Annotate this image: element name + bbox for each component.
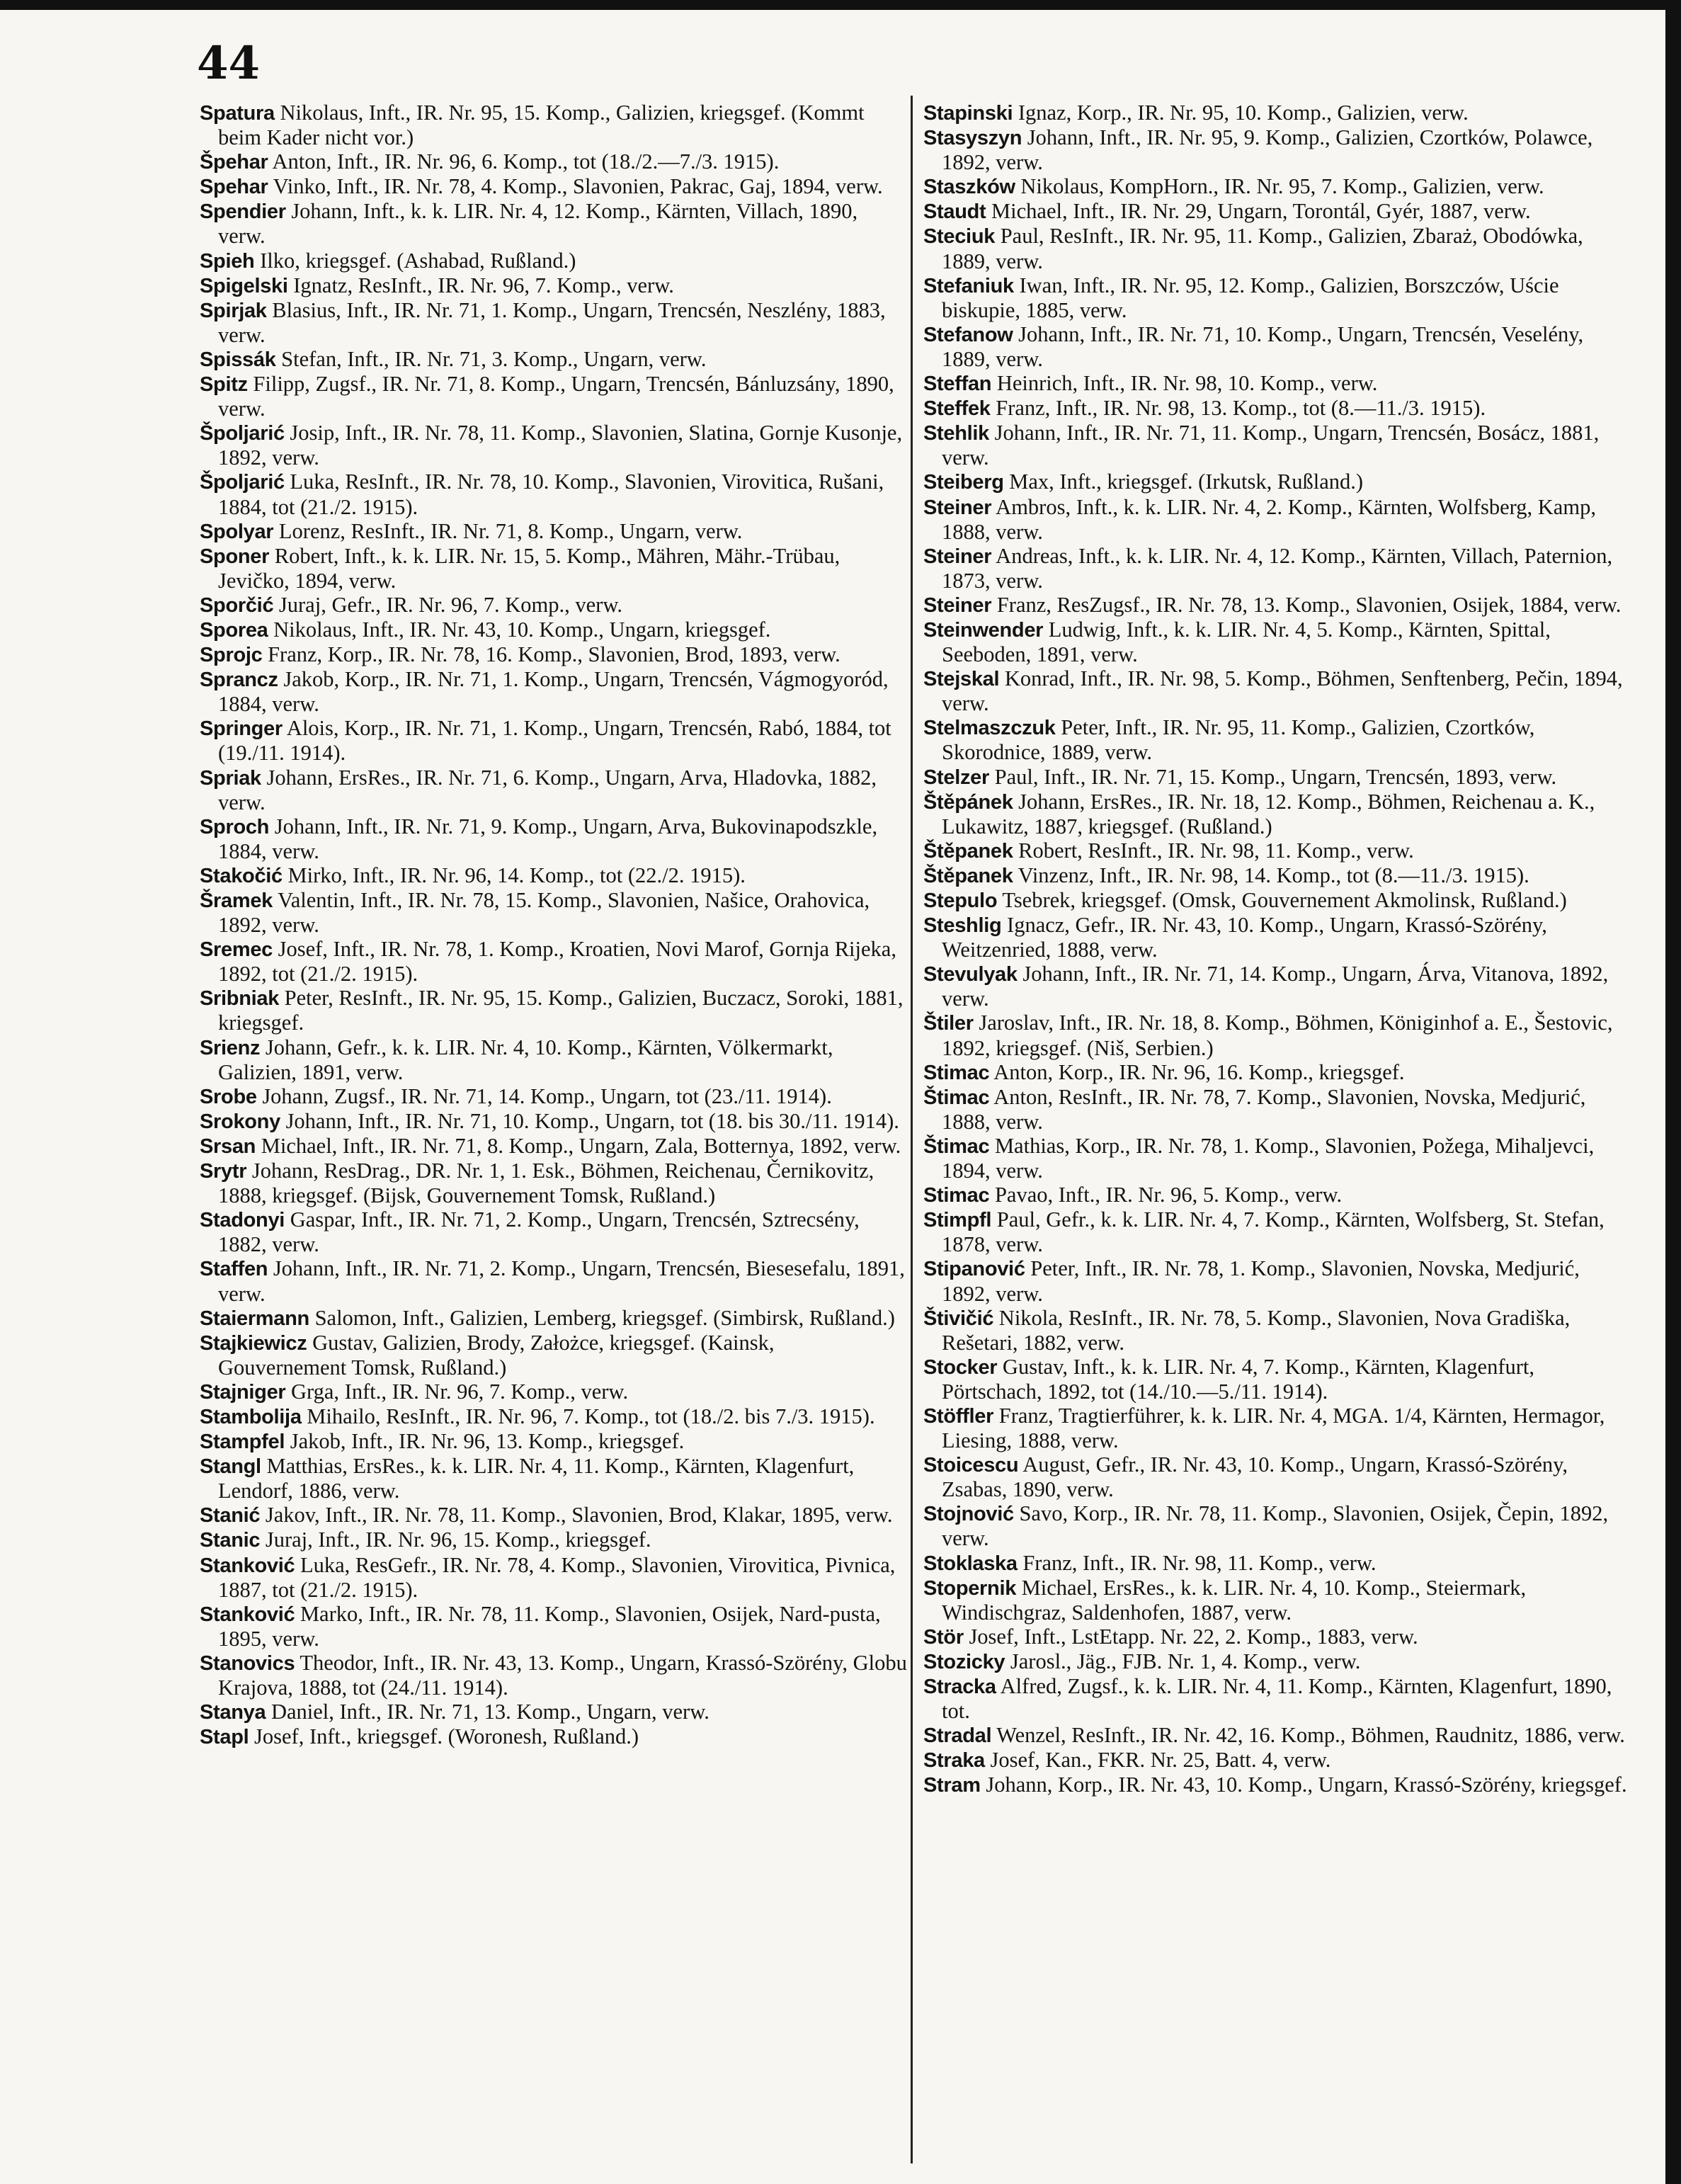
- entry-details: Juraj, Gefr., IR. Nr. 96, 7. Komp., verw.: [278, 592, 623, 617]
- entry-details: Nikolaus, Inft., IR. Nr. 95, 15. Komp., Galizien, kriegsgef. (Kommt beim Kader nicht vor.): [218, 101, 865, 150]
- entry-surname: Spehar: [200, 176, 268, 199]
- entry-details: Michael, Inft., IR. Nr. 29, Ungarn, Torontál, Gyér, 1887, verw.: [991, 199, 1531, 224]
- entry-surname: Srokony: [200, 1110, 280, 1133]
- register-entry: [923, 544, 1631, 593]
- entry-details: Matthias, ErsRes., k. k. LIR. Nr. 4, 11. Komp., Kärnten, Klagenfurt, Lendorf, 1886, verw.: [218, 1454, 855, 1503]
- entry-details: Johann, Inft., IR. Nr. 71, 14. Komp., Ungarn, Árva, Vitanova, 1892, verw.: [942, 962, 1609, 1011]
- register-entry: [923, 1576, 1631, 1625]
- entry-details: Johann, Inft., IR. Nr. 71, 10. Komp., Ungarn, Trencsén, Veselény, 1889, verw.: [942, 322, 1584, 371]
- entry-surname: Stocker: [923, 1355, 998, 1379]
- entry-surname: Stör: [923, 1625, 964, 1649]
- entry-details: Mathias, Korp., IR. Nr. 78, 1. Komp., Slavonien, Požega, Mihaljevci, 1894, verw.: [942, 1133, 1595, 1183]
- entry-details: Michael, Inft., IR. Nr. 71, 8. Komp., Ungarn, Zala, Botternya, 1892, verw.: [261, 1133, 901, 1158]
- register-entry: [200, 593, 908, 618]
- register-entry: [200, 1159, 908, 1207]
- entry-details: Michael, ErsRes., k. k. LIR. Nr. 4, 10. Komp., Steiermark, Windischgraz, Saldenhofen, 1887, verw.: [942, 1575, 1527, 1625]
- entry-details: Mirko, Inft., IR. Nr. 96, 14. Komp., tot (22./2. 1915).: [287, 863, 746, 887]
- entry-surname: Spendier: [200, 200, 286, 224]
- entry-surname: Staiermann: [200, 1307, 309, 1330]
- entry-surname: Sporčić: [200, 593, 274, 617]
- entry-surname: Stefanow: [923, 323, 1013, 346]
- entry-details: Heinrich, Inft., IR. Nr. 98, 10. Komp., verw.: [996, 371, 1378, 396]
- entry-details: Paul, Inft., IR. Nr. 71, 15. Komp., Ungarn, Trencsén, 1893, verw.: [994, 764, 1557, 789]
- entry-details: Franz, Inft., IR. Nr. 98, 13. Komp., tot (8.—11./3. 1915).: [996, 396, 1486, 421]
- entry-surname: Steiner: [923, 593, 992, 617]
- entry-surname: Špehar: [200, 151, 268, 174]
- register-entry: [923, 1060, 1631, 1085]
- entry-details: Josef, Kan., FKR. Nr. 25, Batt. 4, verw.: [990, 1748, 1331, 1773]
- entry-details: Luka, ResInft., IR. Nr. 78, 10. Komp., Slavonien, Virovitica, Rušani, 1884, tot (21./2. 1915).: [218, 470, 884, 519]
- entry-details: Jakob, Korp., IR. Nr. 71, 1. Komp., Ungarn, Trencsén, Vágmogyoród, 1884, verw.: [218, 667, 889, 717]
- entry-surname: Steiner: [923, 496, 992, 519]
- entry-details: Franz, Inft., IR. Nr. 98, 11. Komp., verw.: [1022, 1550, 1377, 1575]
- register-entry: [923, 470, 1631, 494]
- entry-details: Ilko, kriegsgef. (Ashabad, Rußland.): [260, 248, 576, 273]
- register-entry: [923, 1207, 1631, 1256]
- register-entry: [200, 1109, 908, 1134]
- entry-details: Ignatz, ResInft., IR. Nr. 96, 7. Komp., verw.: [293, 273, 674, 297]
- entry-details: Blasius, Inft., IR. Nr. 71, 1. Komp., Ungarn, Trencsén, Neszlény, 1883, verw.: [218, 297, 886, 347]
- entry-surname: Stram: [923, 1774, 981, 1797]
- entry-surname: Šramek: [200, 889, 273, 912]
- entry-details: Johann, Zugsf., IR. Nr. 71, 14. Komp., Ungarn, tot (23./11. 1914).: [262, 1084, 832, 1108]
- entry-details: Stefan, Inft., IR. Nr. 71, 3. Komp., Ungarn, verw.: [281, 346, 707, 371]
- register-entry: [923, 1404, 1631, 1452]
- register-entry: [923, 1748, 1631, 1773]
- entry-surname: Staszków: [923, 176, 1015, 199]
- register-entry: [923, 1625, 1631, 1649]
- entry-surname: Steiberg: [923, 471, 1004, 494]
- entry-details: Jakov, Inft., IR. Nr. 78, 11. Komp., Slavonien, Brod, Klakar, 1895, verw.: [265, 1503, 893, 1528]
- entry-details: Nikola, ResInft., IR. Nr. 78, 5. Komp., Slavonien, Nova Gradiška, Rešetari, 1882, verw.: [942, 1305, 1571, 1355]
- register-entry: [200, 863, 908, 888]
- entry-details: Gaspar, Inft., IR. Nr. 71, 2. Komp., Ungarn, Trencsén, Sztrecsény, 1882, verw.: [218, 1207, 860, 1257]
- register-entry: [923, 962, 1631, 1011]
- entry-details: Wenzel, ResInft., IR. Nr. 42, 16. Komp., Böhmen, Raudnitz, 1886, verw.: [996, 1723, 1625, 1748]
- entry-details: Jarosl., Jäg., FJB. Nr. 1, 4. Komp., verw.: [1010, 1649, 1361, 1673]
- register-entry: [923, 1183, 1631, 1207]
- entry-surname: Srienz: [200, 1036, 261, 1059]
- entry-surname: Straka: [923, 1749, 985, 1773]
- entry-surname: Štimac: [923, 1134, 990, 1158]
- entry-details: Jakob, Inft., IR. Nr. 96, 13. Komp., kriegsgef.: [290, 1429, 685, 1454]
- register-entry: [923, 421, 1631, 470]
- entry-surname: Sprojc: [200, 644, 263, 667]
- entry-details: Josef, Inft., IR. Nr. 78, 1. Komp., Kroatien, Novi Marof, Gornja Rijeka, 1892, tot (21./2. 1915).: [218, 937, 896, 986]
- register-entry: [200, 1256, 908, 1305]
- entry-surname: Stelzer: [923, 766, 989, 789]
- register-entry: [200, 347, 908, 372]
- register-entry: [200, 372, 908, 421]
- register-entry: [200, 298, 908, 347]
- entry-details: Peter, ResInft., IR. Nr. 95, 15. Komp., Galizien, Buczacz, Soroki, 1881, kriegsgef.: [218, 986, 904, 1035]
- register-entry: [923, 1011, 1631, 1059]
- register-entry: [200, 174, 908, 199]
- entry-details: Johann, Inft., IR. Nr. 71, 9. Komp., Ungarn, Arva, Bukovinapodszkle, 1884, verw.: [218, 814, 878, 863]
- entry-surname: Stöffler: [923, 1404, 994, 1428]
- register-entry: [923, 888, 1631, 913]
- entry-surname: Sribniak: [200, 987, 280, 1011]
- entry-surname: Stakočić: [200, 864, 283, 887]
- entry-details: Vinko, Inft., IR. Nr. 78, 4. Komp., Slavonien, Pakrac, Gaj, 1894, verw.: [273, 174, 883, 199]
- entry-details: Johann, Inft., IR. Nr. 71, 11. Komp., Ungarn, Trencsén, Bosácz, 1881, verw.: [942, 421, 1600, 470]
- entry-details: Paul, ResInft., IR. Nr. 95, 11. Komp., Galizien, Zbaraż, Obodówka, 1889, verw.: [942, 224, 1583, 273]
- entry-details: Peter, Inft., IR. Nr. 78, 1. Komp., Slavonien, Novska, Medjurić, 1892, verw.: [942, 1256, 1580, 1306]
- entry-details: Mihailo, ResInft., IR. Nr. 96, 7. Komp., tot (18./2. bis 7./3. 1915).: [307, 1404, 875, 1428]
- entry-details: Tsebrek, kriegsgef. (Omsk, Gouvernement Akmolinsk, Rußland.): [1002, 888, 1567, 912]
- page-number: 44: [197, 37, 261, 90]
- entry-surname: Stanic: [200, 1529, 261, 1552]
- entry-surname: Stipanović: [923, 1258, 1025, 1281]
- entry-details: Robert, Inft., k. k. LIR. Nr. 15, 5. Komp., Mähren, Mähr.-Trübau, Jevičko, 1894, verw.: [218, 543, 840, 593]
- entry-details: Theodor, Inft., IR. Nr. 43, 13. Komp., Ungarn, Krassó-Szörény, Globu Krajova, 1888, tot (24./11. 1914).: [218, 1650, 907, 1700]
- entry-details: Alfred, Zugsf., k. k. LIR. Nr. 4, 11. Komp., Kärnten, Klagenfurt, 1890, tot.: [942, 1674, 1612, 1724]
- entry-surname: Stejskal: [923, 668, 1000, 691]
- entry-details: Ignacz, Gefr., IR. Nr. 43, 10. Komp., Ungarn, Krassó-Szörény, Weitzenried, 1888, verw.: [942, 913, 1547, 962]
- register-entry: [923, 1355, 1631, 1404]
- entry-details: Grga, Inft., IR. Nr. 96, 7. Komp., verw.: [291, 1379, 629, 1404]
- register-entry: [923, 199, 1631, 224]
- entry-details: Robert, ResInft., IR. Nr. 98, 11. Komp., verw.: [1018, 838, 1414, 863]
- register-entry: [923, 1452, 1631, 1501]
- entry-details: Max, Inft., kriegsgef. (Irkutsk, Rußland.): [1009, 470, 1364, 494]
- register-entry: [923, 913, 1631, 962]
- register-entry: [200, 1035, 908, 1084]
- entry-surname: Stimac: [923, 1061, 990, 1084]
- register-entry: [923, 593, 1631, 618]
- entry-surname: Stampfel: [200, 1431, 285, 1454]
- entry-surname: Stasyszyn: [923, 127, 1022, 150]
- scan-border-right: [1665, 0, 1681, 2184]
- entry-surname: Srsan: [200, 1134, 256, 1158]
- register-entry: [200, 1084, 908, 1109]
- entry-details: Franz, Korp., IR. Nr. 78, 16. Komp., Slavonien, Brod, 1893, verw.: [268, 642, 840, 667]
- register-entry: [923, 1085, 1631, 1134]
- register-entry: [923, 838, 1631, 863]
- entry-details: Johann, Inft., IR. Nr. 71, 10. Komp., Ungarn, tot (18. bis 30./11. 1914).: [285, 1108, 899, 1133]
- register-entry: [923, 618, 1631, 666]
- register-entry: [923, 1551, 1631, 1576]
- register-entry: [200, 421, 908, 470]
- entry-details: Johann, ErsRes., IR. Nr. 71, 6. Komp., Ungarn, Arva, Hladovka, 1882, verw.: [218, 765, 877, 814]
- register-entry: [923, 174, 1631, 199]
- entry-surname: Spigelski: [200, 274, 288, 297]
- entry-surname: Sproch: [200, 815, 270, 838]
- entry-surname: Stimpfl: [923, 1209, 992, 1232]
- entry-surname: Srobe: [200, 1085, 257, 1108]
- entry-surname: Stajniger: [200, 1380, 286, 1404]
- entry-details: Anton, Korp., IR. Nr. 96, 16. Komp., kriegsgef.: [993, 1059, 1405, 1084]
- entry-surname: Stepulo: [923, 889, 998, 912]
- register-entry: [923, 371, 1631, 396]
- register-entry: [200, 986, 908, 1035]
- entry-details: Savo, Korp., IR. Nr. 78, 11. Komp., Slavonien, Osijek, Čepin, 1892, verw.: [942, 1501, 1609, 1551]
- entry-details: Konrad, Inft., IR. Nr. 98, 5. Komp., Böhmen, Senftenberg, Pečin, 1894, verw.: [942, 666, 1623, 716]
- entry-surname: Stoklaska: [923, 1552, 1018, 1575]
- entry-surname: Spatura: [200, 102, 275, 125]
- register-entry: [200, 766, 908, 814]
- entry-surname: Stapinski: [923, 102, 1013, 125]
- register-entry: [200, 249, 908, 273]
- register-entry: [923, 495, 1631, 544]
- entry-surname: Stracka: [923, 1676, 996, 1698]
- left-column: [200, 101, 908, 1749]
- register-entry: [923, 1501, 1631, 1550]
- register-entry: [923, 1134, 1631, 1183]
- entry-details: Johann, Inft., IR. Nr. 71, 2. Komp., Ungarn, Trencsén, Biesesefalu, 1891, verw.: [218, 1256, 905, 1306]
- register-entry: [200, 888, 908, 937]
- entry-details: Iwan, Inft., IR. Nr. 95, 12. Komp., Galizien, Borszczów, Uście biskupie, 1885, verw.: [942, 273, 1559, 322]
- entry-details: Valentin, Inft., IR. Nr. 78, 15. Komp., Slavonien, Našice, Orahovica, 1892, verw.: [218, 888, 870, 938]
- entry-surname: Stelmaszczuk: [923, 717, 1056, 740]
- entry-surname: Springer: [200, 717, 283, 741]
- entry-details: Franz, ResZugsf., IR. Nr. 78, 13. Komp., Slavonien, Osijek, 1884, verw.: [996, 592, 1622, 617]
- register-entry: [923, 1649, 1631, 1674]
- entry-surname: Sponer: [200, 545, 270, 568]
- register-entry: [200, 716, 908, 765]
- register-entry: [200, 1306, 908, 1331]
- entry-details: Johann, ResDrag., DR. Nr. 1, 1. Esk., Böhmen, Reichenau, Černikovitz, 1888, kriegsgef. (Bijsk, Gouvernement Tomsk, Rußland.): [218, 1159, 874, 1208]
- entry-surname: Steffan: [923, 372, 992, 396]
- entry-surname: Špoljarić: [200, 471, 285, 494]
- register-entry: [200, 1528, 908, 1552]
- entry-details: Jaroslav, Inft., IR. Nr. 18, 8. Komp., Böhmen, Königinhof a. E., Šestovic, 1892, kriegsgef. (Niš, Serbien.): [942, 1011, 1613, 1060]
- entry-surname: Stimac: [923, 1184, 990, 1207]
- entry-details: Johann, ErsRes., IR. Nr. 18, 12. Komp., Böhmen, Reichenau a. K., Lukawitz, 1887, kriegsgef. (Rußland.): [942, 789, 1595, 838]
- entry-surname: Štivičić: [923, 1307, 994, 1330]
- entry-surname: Štiler: [923, 1012, 974, 1035]
- entry-details: Johann, Gefr., k. k. LIR. Nr. 4, 10. Komp., Kärnten, Völkermarkt, Galizien, 1891, verw.: [218, 1035, 833, 1084]
- entry-surname: Stanković: [200, 1554, 295, 1577]
- entry-surname: Steffek: [923, 397, 991, 421]
- register-entry: [923, 715, 1631, 764]
- entry-details: Juraj, Inft., IR. Nr. 96, 15. Komp., kriegsgef.: [265, 1528, 651, 1552]
- entry-surname: Stoicescu: [923, 1454, 1019, 1477]
- register-entry: [923, 1306, 1631, 1355]
- entry-surname: Steiner: [923, 545, 992, 568]
- entry-surname: Spriak: [200, 766, 261, 790]
- register-entry: [200, 1553, 908, 1602]
- entry-surname: Stanić: [200, 1504, 261, 1528]
- entry-details: Nikolaus, Inft., IR. Nr. 43, 10. Komp., Ungarn, kriegsgef.: [273, 617, 771, 642]
- entry-surname: Stanya: [200, 1701, 266, 1724]
- entry-surname: Špoljarić: [200, 422, 285, 445]
- column-divider: [911, 96, 913, 2163]
- register-entry: [200, 1331, 908, 1380]
- entry-surname: Stevulyak: [923, 963, 1018, 986]
- entry-details: Alois, Korp., IR. Nr. 71, 1. Komp., Ungarn, Trencsén, Rabó, 1884, tot (19./11. 1914).: [218, 716, 891, 766]
- entry-surname: Stanovics: [200, 1651, 295, 1675]
- entry-details: Marko, Inft., IR. Nr. 78, 11. Komp., Slavonien, Osijek, Nard-pusta, 1895, verw.: [218, 1601, 881, 1651]
- entry-surname: Spieh: [200, 249, 255, 273]
- entry-details: Ambros, Inft., k. k. LIR. Nr. 4, 2. Komp., Kärnten, Wolfsberg, Kamp, 1888, verw.: [942, 494, 1596, 544]
- register-entry: [923, 322, 1631, 371]
- entry-surname: Štěpanek: [923, 864, 1013, 887]
- register-entry: [200, 1724, 908, 1749]
- register-entry: [200, 937, 908, 986]
- register-entry: [200, 1700, 908, 1724]
- entry-surname: Stefaniuk: [923, 274, 1014, 297]
- register-entry: [923, 224, 1631, 273]
- entry-surname: Spolyar: [200, 520, 274, 543]
- entry-surname: Stozicky: [923, 1650, 1005, 1673]
- register-entry: [923, 1723, 1631, 1748]
- entry-surname: Staffen: [200, 1258, 268, 1281]
- register-entry: [200, 519, 908, 544]
- right-column: [923, 101, 1631, 1797]
- entry-surname: Spitz: [200, 373, 248, 397]
- register-entry: [200, 149, 908, 174]
- entry-details: Gustav, Inft., k. k. LIR. Nr. 4, 7. Komp., Kärnten, Klagenfurt, Pörtschach, 1892, tot (14./10.—5./11. 1914).: [942, 1354, 1534, 1404]
- register-entry: [200, 642, 908, 667]
- register-entry: [200, 273, 908, 298]
- entry-details: Ignaz, Korp., IR. Nr. 95, 10. Komp., Galizien, verw.: [1018, 101, 1469, 125]
- entry-surname: Sremec: [200, 938, 273, 962]
- register-entry: [923, 1674, 1631, 1723]
- register-entry: [200, 618, 908, 642]
- register-entry: [923, 1256, 1631, 1305]
- register-entry: [200, 1454, 908, 1503]
- entry-details: August, Gefr., IR. Nr. 43, 10. Komp., Ungarn, Krassó-Szörény, Zsabas, 1890, verw.: [942, 1452, 1568, 1502]
- entry-surname: Štimac: [923, 1086, 990, 1109]
- entry-surname: Steinwender: [923, 618, 1044, 642]
- register-entry: [200, 470, 908, 518]
- entry-details: Filipp, Zugsf., IR. Nr. 71, 8. Komp., Ungarn, Trencsén, Bánluzsány, 1890, verw.: [218, 372, 894, 421]
- entry-surname: Sprancz: [200, 669, 278, 692]
- entry-details: Nikolaus, KompHorn., IR. Nr. 95, 7. Komp., Galizien, verw.: [1020, 174, 1544, 199]
- register-entry: [923, 863, 1631, 888]
- entry-surname: Steshlig: [923, 914, 1002, 938]
- entry-details: Gustav, Galizien, Brody, Założce, kriegsgef. (Kainsk, Gouvernement Tomsk, Rußland.): [218, 1330, 775, 1380]
- entry-surname: Stambolija: [200, 1405, 302, 1428]
- entry-details: Josef, Inft., LstEtapp. Nr. 22, 2. Komp., 1883, verw.: [969, 1624, 1418, 1649]
- register-entry: [200, 667, 908, 716]
- entry-details: Franz, Tragtierführer, k. k. LIR. Nr. 4, MGA. 1/4, Kärnten, Hermagor, Liesing, 1888, verw.: [942, 1403, 1605, 1453]
- entry-surname: Stehlik: [923, 422, 989, 445]
- entry-surname: Stajkiewicz: [200, 1331, 307, 1355]
- register-entry: [200, 199, 908, 248]
- entry-details: Ludwig, Inft., k. k. LIR. Nr. 4, 5. Komp., Kärnten, Spittal, Seeboden, 1891, verw.: [942, 617, 1551, 667]
- register-entry: [200, 1429, 908, 1454]
- entry-surname: Steciuk: [923, 225, 996, 249]
- entry-details: Johann, Inft., IR. Nr. 95, 9. Komp., Galizien, Czortków, Polawce, 1892, verw.: [942, 125, 1593, 175]
- entry-surname: Stadonyi: [200, 1209, 285, 1232]
- register-entry: [923, 765, 1631, 790]
- register-entry: [200, 1602, 908, 1651]
- register-entry: [200, 1404, 908, 1429]
- register-entry: [200, 1503, 908, 1528]
- entry-surname: Stanković: [200, 1603, 295, 1626]
- entry-details: Paul, Gefr., k. k. LIR. Nr. 4, 7. Komp., Kärnten, Wolfsberg, St. Stefan, 1878, verw.: [942, 1207, 1605, 1257]
- entry-surname: Srytr: [200, 1160, 247, 1183]
- register-entry: [200, 1380, 908, 1404]
- entry-surname: Stojnović: [923, 1503, 1014, 1526]
- register-entry: [923, 273, 1631, 322]
- register-entry: [200, 101, 908, 149]
- entry-surname: Stapl: [200, 1726, 249, 1749]
- register-entry: [923, 1773, 1631, 1797]
- entry-details: Luka, ResGefr., IR. Nr. 78, 4. Komp., Slavonien, Virovitica, Pivnica, 1887, tot (21./2. 1915).: [218, 1552, 896, 1602]
- entry-surname: Stangl: [200, 1455, 261, 1479]
- scan-border-top: [0, 0, 1681, 10]
- register-entry: [923, 790, 1631, 838]
- entry-details: Anton, ResInft., IR. Nr. 78, 7. Komp., Slavonien, Novska, Medjurić, 1888, verw.: [942, 1084, 1586, 1134]
- register-entry: [200, 544, 908, 593]
- register-entry: [923, 396, 1631, 421]
- entry-details: Josef, Inft., kriegsgef. (Woronesh, Rußland.): [254, 1724, 639, 1749]
- register-entry: [200, 1207, 908, 1256]
- entry-surname: Stradal: [923, 1724, 992, 1748]
- entry-surname: Spirjak: [200, 299, 267, 322]
- entry-details: Andreas, Inft., k. k. LIR. Nr. 4, 12. Komp., Kärnten, Villach, Paternion, 1873, verw.: [942, 543, 1613, 593]
- entry-surname: Štěpánek: [923, 790, 1013, 814]
- entry-details: Johann, Korp., IR. Nr. 43, 10. Komp., Ungarn, Krassó-Szörény, kriegsgef.: [986, 1773, 1627, 1797]
- entry-details: Johann, Inft., k. k. LIR. Nr. 4, 12. Komp., Kärnten, Villach, 1890, verw.: [218, 199, 858, 249]
- entry-details: Lorenz, ResInft., IR. Nr. 71, 8. Komp., Ungarn, verw.: [278, 518, 743, 543]
- entry-surname: Stopernik: [923, 1576, 1017, 1600]
- register-entry: [923, 125, 1631, 174]
- entry-details: Vinzenz, Inft., IR. Nr. 98, 14. Komp., tot (8.—11./3. 1915).: [1018, 863, 1529, 887]
- register-entry: [200, 1651, 908, 1700]
- register-entry: [923, 101, 1631, 125]
- register-entry: [923, 666, 1631, 715]
- entry-details: Pavao, Inft., IR. Nr. 96, 5. Komp., verw.: [994, 1183, 1343, 1207]
- entry-details: Josip, Inft., IR. Nr. 78, 11. Komp., Slavonien, Slatina, Gornje Kusonje, 1892, verw.: [218, 421, 903, 470]
- entry-details: Daniel, Inft., IR. Nr. 71, 13. Komp., Ungarn, verw.: [270, 1700, 710, 1724]
- entry-details: Peter, Inft., IR. Nr. 95, 11. Komp., Galizien, Czortków, Skorodnice, 1889, verw.: [942, 715, 1535, 765]
- register-entry: [200, 1134, 908, 1159]
- register-entry: [200, 814, 908, 863]
- entry-surname: Štěpanek: [923, 839, 1013, 863]
- entry-details: Salomon, Inft., Galizien, Lemberg, kriegsgef. (Simbirsk, Rußland.): [314, 1305, 895, 1330]
- entry-surname: Spissák: [200, 348, 276, 371]
- entry-surname: Staudt: [923, 200, 986, 224]
- entry-surname: Sporea: [200, 618, 268, 642]
- entry-details: Anton, Inft., IR. Nr. 96, 6. Komp., tot (18./2.—7./3. 1915).: [272, 149, 780, 174]
